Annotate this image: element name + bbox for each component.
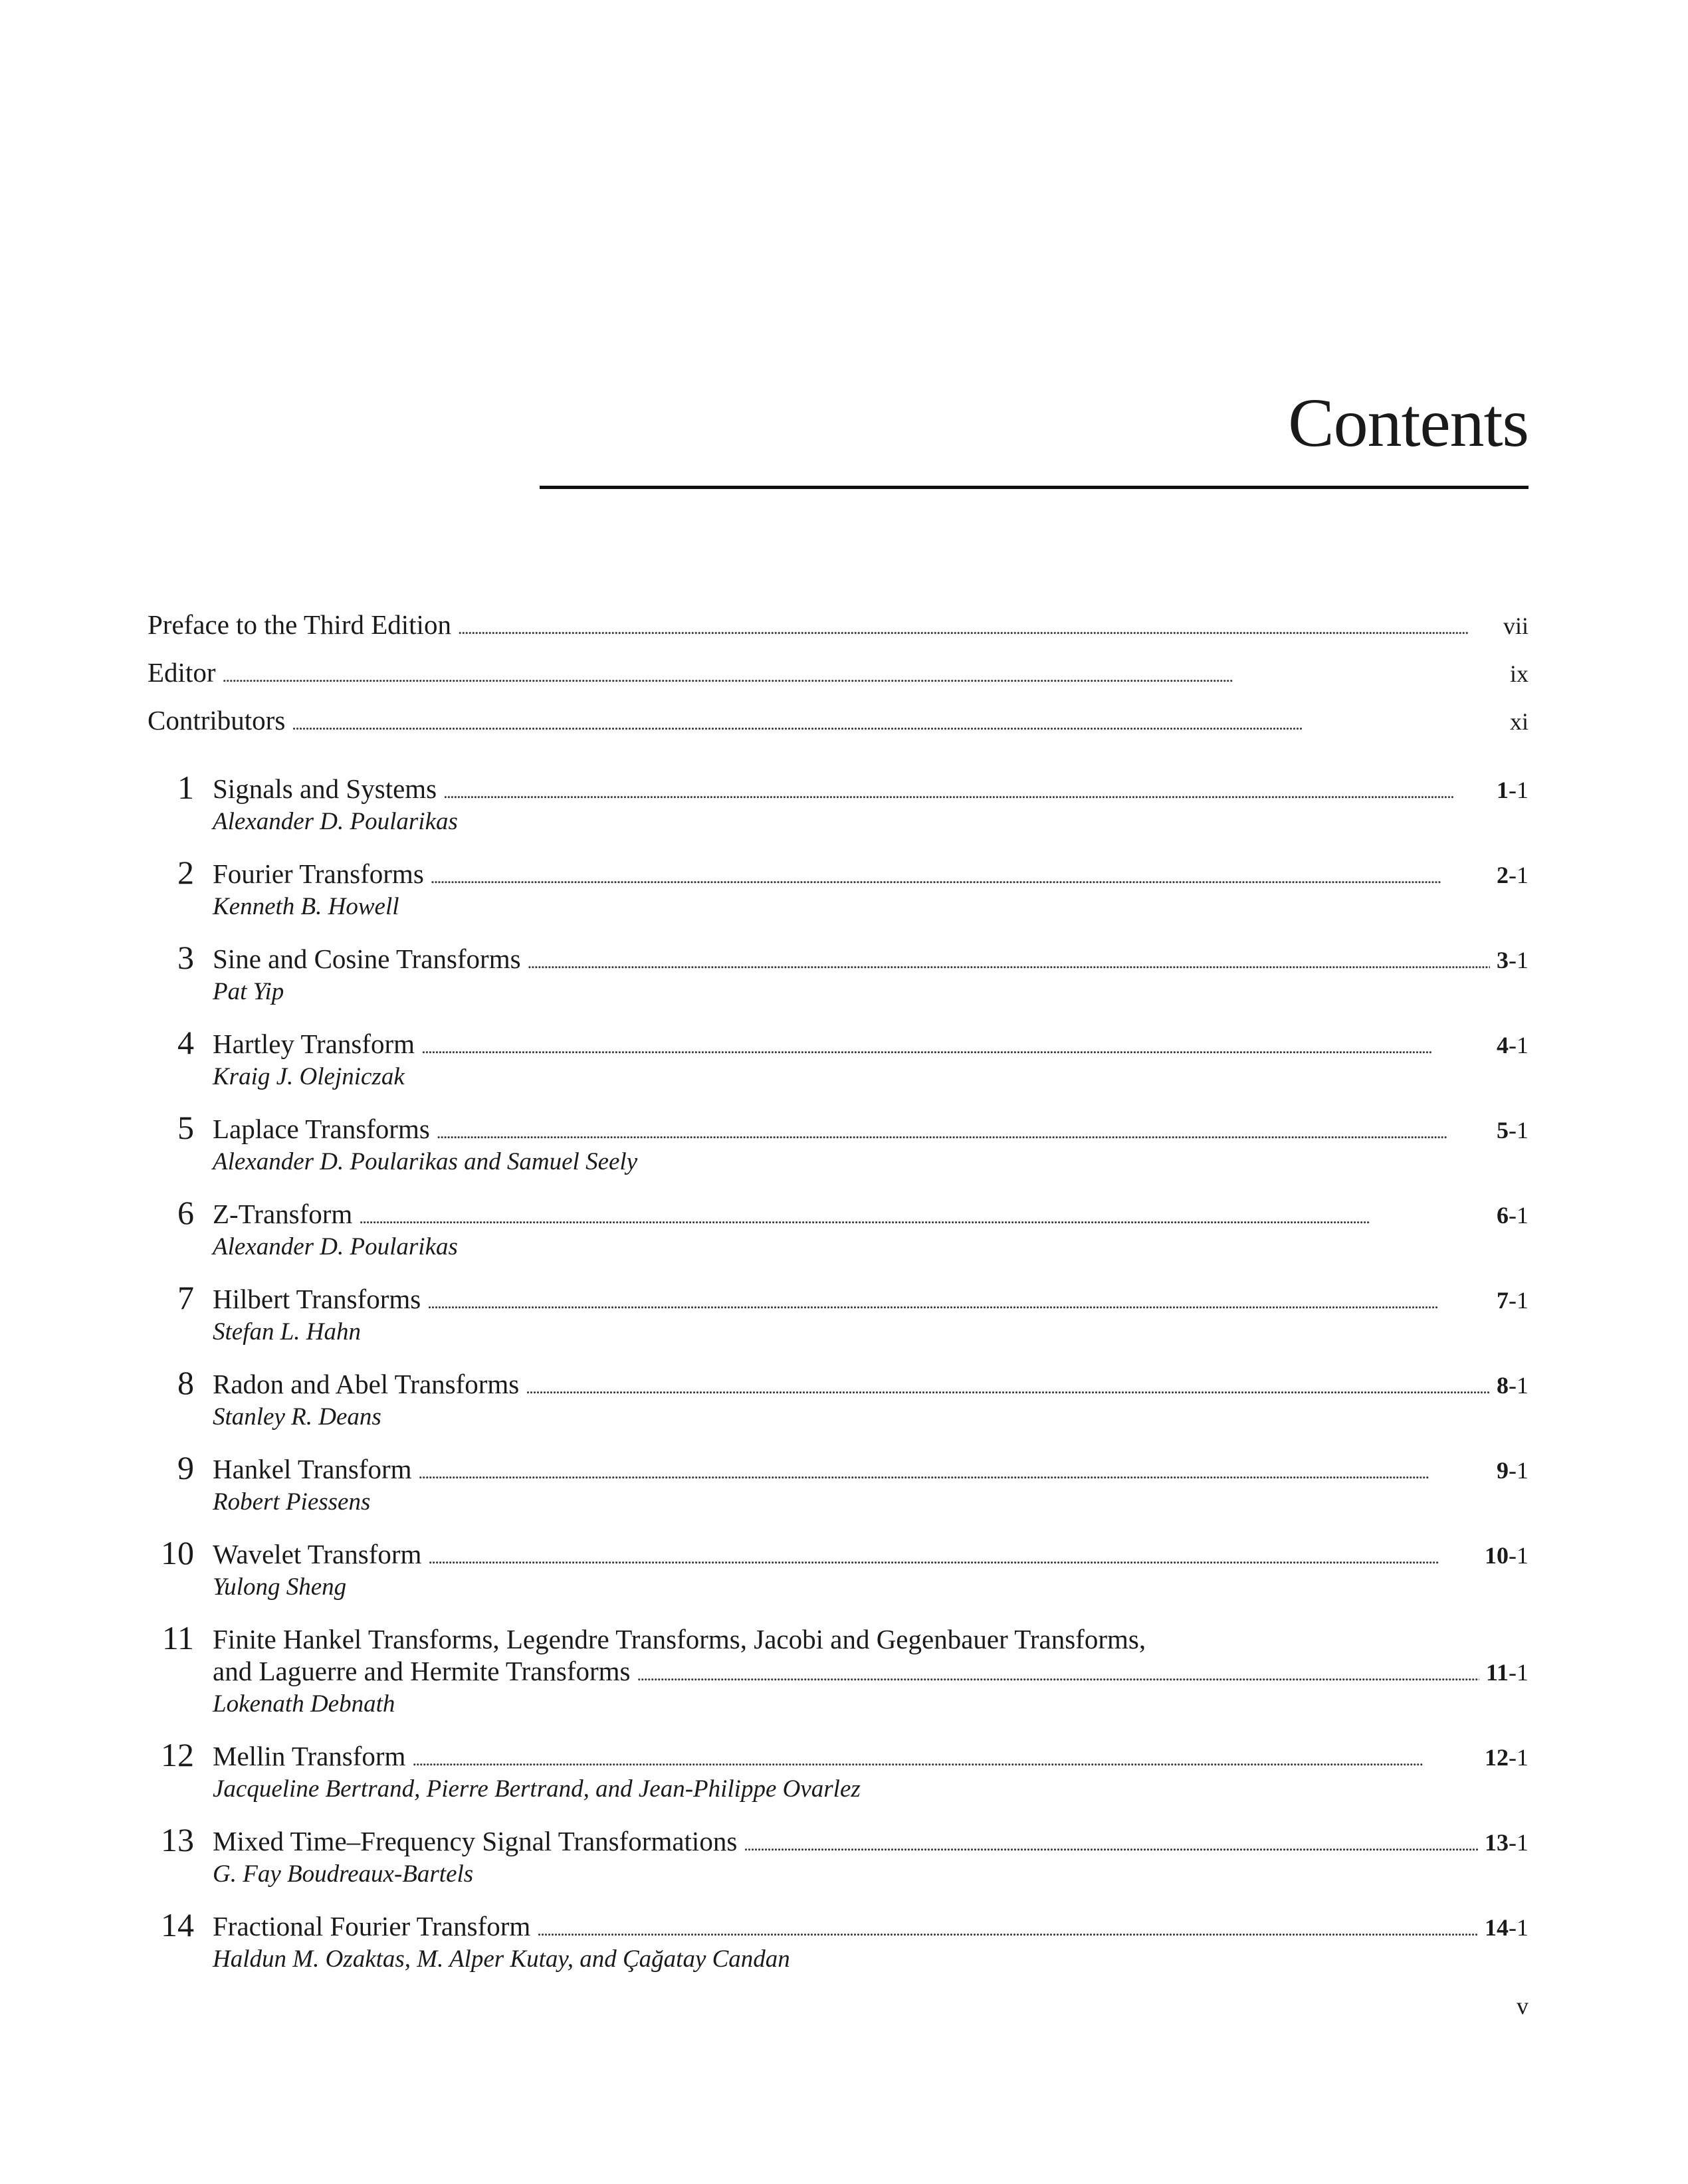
toc-entry-chapter-6[interactable] [213,1201,1529,1228]
toc-entry-chapter-8[interactable] [213,1371,1529,1398]
leader-dots [437,1124,1490,1142]
chapter-author: G. Fay Boudreaux-Bartels [213,1860,474,1888]
chapter-author: Kraig J. Olejniczak [213,1063,405,1090]
leader-dots [292,716,1503,733]
toc-entry-label: Editor [148,657,216,688]
leader-dots [537,1922,1478,1939]
toc-entry-preface[interactable] [148,611,1529,639]
chapter-number: 14 [161,1906,194,1943]
leader-dots [637,1666,1479,1684]
chapter-author: Lokenath Debnath [213,1690,395,1718]
leader-dots [419,1464,1490,1482]
chapter-title: Sine and Cosine Transforms [213,943,521,974]
chapter-title: Hartley Transform [213,1029,415,1059]
chapter-author: Alexander D. Poularikas and Samuel Seely [213,1148,638,1175]
chapter-number: 9 [177,1449,194,1486]
chapter-title: Signals and Systems [213,773,437,804]
chapter-number: 13 [161,1821,194,1858]
chapter-title-line-1[interactable]: Finite Hankel Transforms, Legendre Transforms, Jacobi and Gegenbauer Transforms, [213,1624,1146,1654]
page-title: Contents [1288,385,1529,461]
chapter-author: Kenneth B. Howell [213,893,399,920]
chapter-title: Z-Transform [213,1199,353,1229]
leader-dots [421,1039,1490,1056]
chapter-title: Laplace Transforms [213,1114,430,1144]
chapter-number: 1 [177,769,194,806]
chapter-number: 3 [177,939,194,976]
leader-dots [431,869,1490,886]
chapter-page: 11-1 [1485,1659,1529,1686]
leader-dots [428,1549,1478,1567]
toc-entry-chapter-13[interactable] [213,1828,1529,1855]
toc-entry-chapter-11[interactable] [213,1658,1529,1685]
chapter-page: 3-1 [1497,947,1529,973]
chapter-number: 5 [177,1109,194,1146]
toc-entry-label: Contributors [148,705,286,736]
chapter-title: Wavelet Transform [213,1539,422,1569]
toc-entry-chapter-5[interactable] [213,1116,1529,1143]
leader-dots [427,1294,1490,1312]
toc-entry-chapter-7[interactable] [213,1286,1529,1313]
chapter-number: 11 [161,1619,194,1656]
chapter-author: Jacqueline Bertrand, Pierre Bertrand, and Jean-Philippe Ovarlez [213,1775,861,1803]
chapter-author: Yulong Sheng [213,1573,347,1601]
chapter-page: 9-1 [1497,1457,1529,1484]
chapter-author: Haldun M. Ozaktas, M. Alper Kutay, and Çağatay Candan [213,1945,790,1973]
leader-dots [443,784,1490,801]
chapter-number: 2 [177,854,194,891]
chapter-author: Robert Piessens [213,1488,371,1516]
chapter-page: 4-1 [1497,1032,1529,1058]
chapter-number: 8 [177,1364,194,1401]
chapter-number: 10 [161,1534,194,1571]
leader-dots [412,1751,1478,1769]
toc-entry-chapter-12[interactable] [213,1743,1529,1770]
chapter-title: Radon and Abel Transforms [213,1369,520,1399]
toc-entry-chapter-14[interactable] [213,1913,1529,1940]
toc-entry-label: Preface to the Third Edition [148,609,451,640]
chapter-title: Mixed Time–Frequency Signal Transformations [213,1826,738,1856]
chapter-title: Fourier Transforms [213,858,424,889]
leader-dots [359,1209,1490,1227]
leader-dots [526,1379,1490,1397]
chapter-number: 6 [177,1194,194,1231]
chapter-number: 7 [177,1279,194,1316]
chapter-number: 4 [177,1024,194,1061]
chapter-page: 5-1 [1497,1117,1529,1143]
page-number: v [1517,1993,1529,2019]
title-rule [540,486,1529,489]
chapter-page: 1-1 [1497,777,1529,803]
chapter-title: Mellin Transform [213,1741,406,1771]
toc-entry-contributors[interactable] [148,707,1529,734]
chapter-author: Stanley R. Deans [213,1403,381,1431]
toc-entry-chapter-1[interactable] [213,775,1529,803]
chapter-page: 2-1 [1497,862,1529,888]
leader-dots [458,620,1497,637]
toc-entry-editor[interactable] [148,659,1529,686]
chapter-page: 7-1 [1497,1287,1529,1314]
chapter-page: 6-1 [1497,1202,1529,1229]
chapter-author: Alexander D. Poularikas [213,808,458,835]
chapter-author: Stefan L. Hahn [213,1318,362,1345]
chapter-page: 13-1 [1485,1829,1529,1856]
toc-entry-chapter-10[interactable] [213,1541,1529,1568]
chapter-title: Hankel Transform [213,1454,412,1484]
toc-entry-chapter-2[interactable] [213,860,1529,888]
toc-entry-chapter-9[interactable] [213,1456,1529,1483]
leader-dots [744,1837,1478,1854]
chapter-page: 10-1 [1485,1542,1529,1569]
chapter-title: Fractional Fourier Transform [213,1911,531,1941]
chapter-title: and Laguerre and Hermite Transforms [213,1656,631,1686]
chapter-title: Hilbert Transforms [213,1284,421,1314]
chapter-author: Alexander D. Poularikas [213,1233,458,1260]
toc-entry-page: ix [1509,660,1529,687]
toc-entry-page: vii [1503,613,1529,639]
toc-entry-page: xi [1509,708,1529,735]
chapter-page: 14-1 [1485,1914,1529,1941]
toc-entry-chapter-4[interactable] [213,1031,1529,1058]
leader-dots [222,668,1503,685]
chapter-number: 12 [161,1736,194,1773]
chapter-author: Pat Yip [213,978,284,1005]
toc-entry-chapter-3[interactable] [213,945,1529,973]
chapter-page: 12-1 [1485,1744,1529,1771]
chapter-page: 8-1 [1497,1372,1529,1399]
leader-dots [528,954,1490,971]
